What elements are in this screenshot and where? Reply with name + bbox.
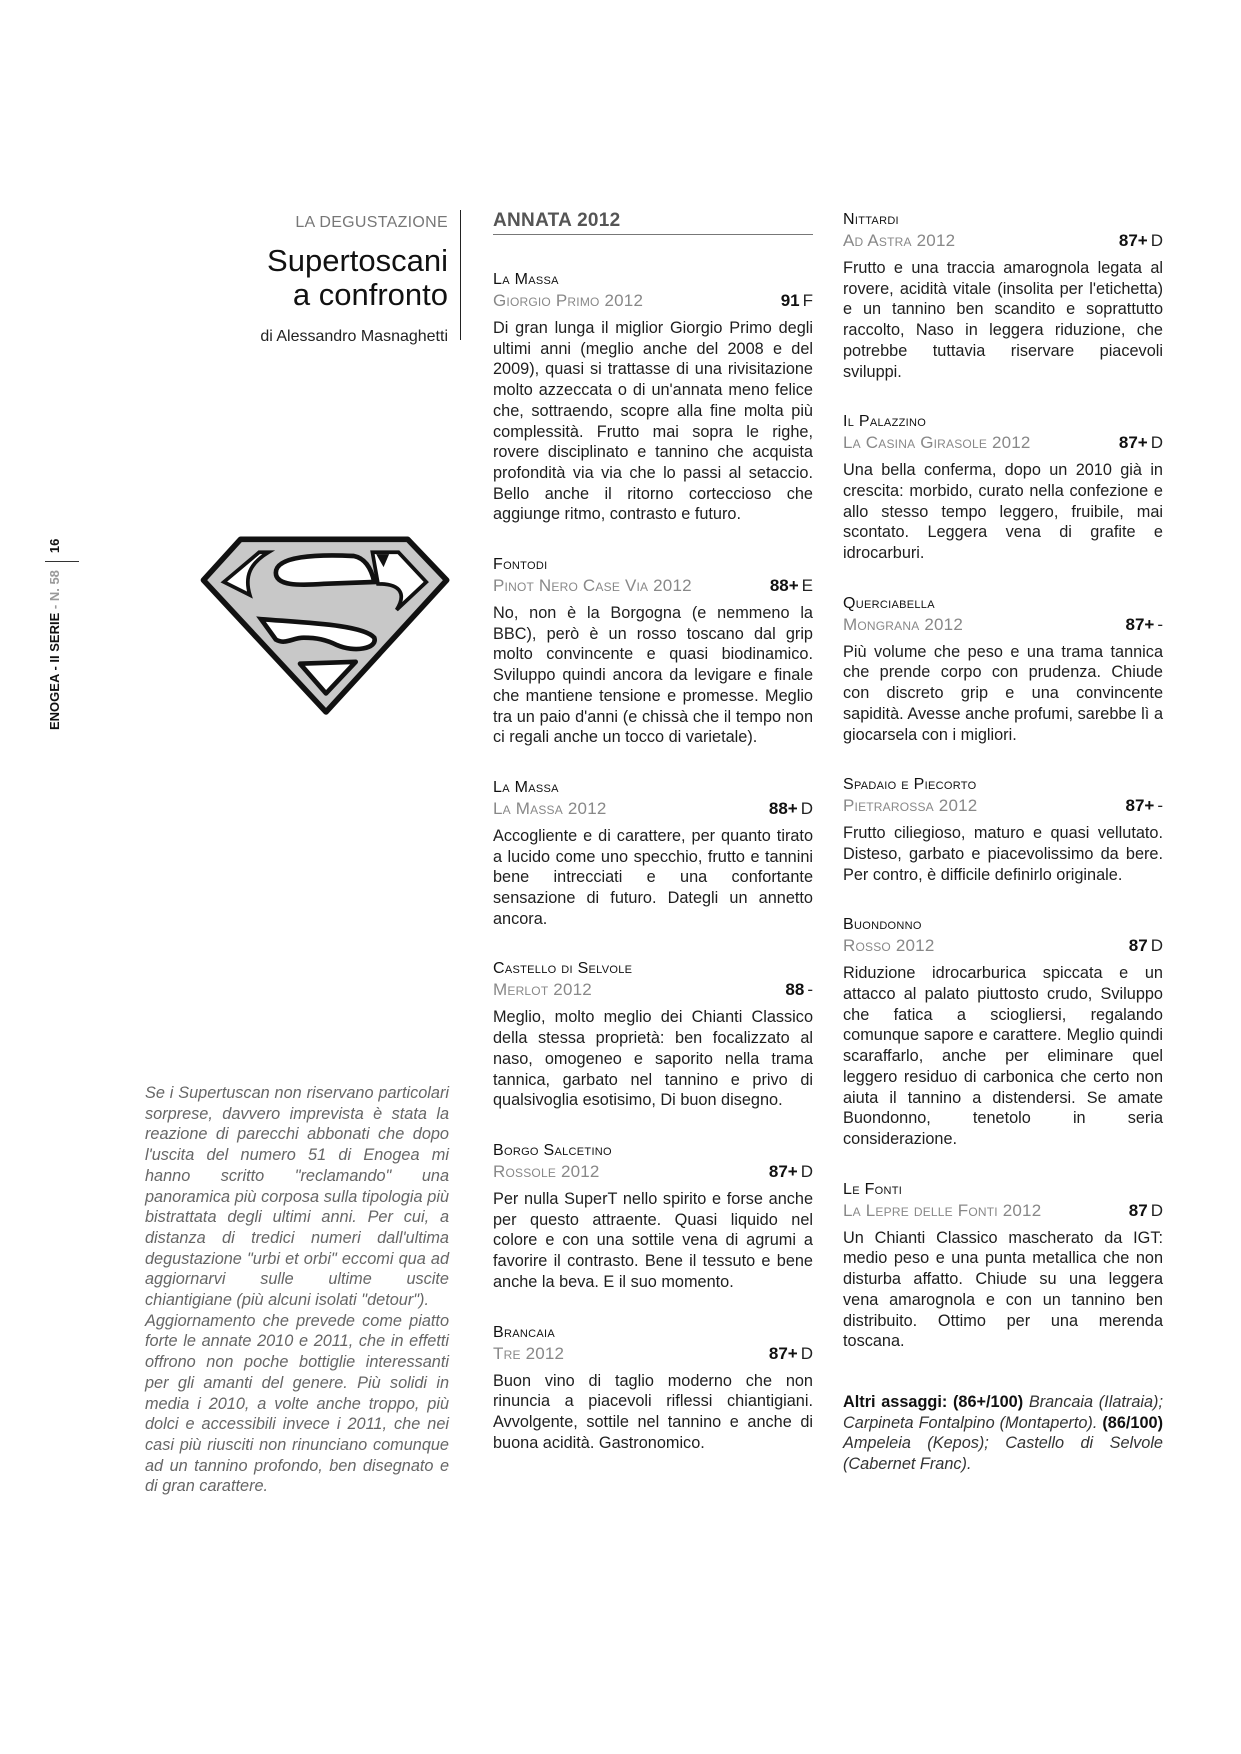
price-grade: D — [1150, 433, 1163, 453]
wine-entry — [843, 210, 1163, 382]
issue-number: - N. 58 — [46, 570, 62, 610]
wine-entry — [843, 594, 1163, 746]
price-grade: D — [1150, 1200, 1163, 1220]
producer-name: La Massa — [493, 778, 559, 796]
wine-entry — [493, 778, 813, 930]
tasting-note: Riduzione idrocarburica spiccata e un attacco al palato piuttosto crudo, Sviluppo che fatica a sciogliersi, regalando comunque sapore e carattere. Meglio quindi scaraffarlo, anche per eliminare quel leggero residuo di carbonica che certo non aiuta il tannino a distendersi. Se amate Buondonno, tenetolo in seria considerazione. — [843, 964, 1163, 1148]
wine-row — [493, 290, 813, 312]
score-value: 87+ — [1118, 433, 1148, 453]
wine-rating — [1125, 795, 1163, 817]
wine-name: Mongrana 2012 — [843, 614, 963, 634]
wine-entry — [843, 915, 1163, 1149]
others-score: (86/100) — [1102, 1413, 1163, 1432]
producer-name: La Massa — [493, 271, 559, 288]
price-grade: D — [800, 1161, 813, 1181]
wine-rating — [1129, 1200, 1163, 1222]
others-label: Altri assaggi: — [843, 1392, 948, 1411]
byline: di Alessandro Masnaghetti — [260, 328, 448, 345]
wine-row — [843, 614, 1163, 636]
wine-entry — [843, 775, 1163, 885]
wine-row — [843, 795, 1163, 817]
score-value: 87+ — [768, 1161, 798, 1181]
score-value: 87+ — [1125, 614, 1155, 634]
price-grade: D — [1150, 936, 1163, 956]
wine-entry — [493, 555, 813, 748]
wine-row — [493, 1343, 813, 1365]
tasting-column-1 — [493, 210, 813, 1483]
wine-row — [493, 798, 813, 820]
producer-name: Le Fonti — [843, 1180, 903, 1198]
wine-name: Merlot 2012 — [493, 980, 592, 1000]
wine-row — [843, 1200, 1163, 1222]
score-value: 87 — [1128, 1200, 1148, 1220]
price-grade: F — [802, 291, 813, 310]
tasting-note: Più volume che peso e una trama tannica che prende corpo con prudenza. Chiude con discreto grip e una convincente sapidità. Avesse anche profumi, sarebbe lì a giocarsela con i migliori. — [843, 642, 1163, 744]
section-kicker: LA DEGUSTAZIONE — [295, 214, 448, 231]
producer-name: Fontodi — [493, 556, 548, 574]
wine-entry — [493, 959, 813, 1111]
producer-name: Nittardi — [843, 211, 899, 228]
wine-name: Giorgio Primo 2012 — [493, 291, 644, 310]
tasting-note: Frutto e una traccia amarognola legata al rovere, acidità vitale (insolita per l'etichetta) e un tannino ben scandito e soprattutto raccolto, Naso in leggera riduzione, che potrebbe tuttavia riservare piacevoli sviluppi. — [843, 259, 1163, 381]
wine-rating — [1129, 935, 1163, 957]
article-header — [180, 210, 448, 346]
wine-name: Rossole 2012 — [493, 1161, 600, 1181]
wine-entry — [493, 1323, 813, 1454]
wine-rating — [1125, 614, 1163, 636]
intro-paragraph: Se i Supertuscan non riservano particolari sorprese, davvero imprevista è stata la reazione di parecchi abbonati che dopo l'uscita del numero 51 di Enogea mi hanno scritto "reclamando" una panoramica più corposa sulla tipologia più bistrattata degli ultimi anni. Per cui, a distanza di tredici numeri dall'ultima degustazione "urbi et orbi" eccomi qua ad aggiornarvi sulle ultime uscite chiantigiane (più alcuni isolati "detour"). — [145, 1084, 449, 1310]
producer-name: Brancaia — [493, 1323, 555, 1341]
wine-row — [493, 979, 813, 1001]
tasting-note: Meglio, molto meglio dei Chianti Classico della stessa proprietà: ben focalizzato al naso, omogeneo e saporito nella trama tannica, garbato nel tannino e privo di qualsivoglia esotisimo, Di buon disegno. — [493, 1008, 813, 1110]
price-grade: - — [1157, 614, 1163, 634]
tasting-note: Accogliente e di carattere, per quanto tirato a lucido come uno specchio, frutto e tannini bene intrecciati e una confortante sensazione di futuro. Dategli un annetto ancora. — [493, 826, 813, 928]
tasting-note: Frutto ciliegioso, maturo e quasi vellutato. Disteso, garbato e piacevolissimo da bere. Per contro, è difficile definirlo originale. — [843, 824, 1163, 884]
title-line-1: Supertoscani — [267, 243, 448, 278]
wine-rating — [1119, 432, 1163, 454]
wine-name: Tre 2012 — [493, 1343, 565, 1363]
others-score: (86+/100) — [952, 1392, 1024, 1411]
producer-name: Il Palazzino — [843, 413, 927, 431]
wine-name: La Massa 2012 — [493, 798, 607, 818]
wine-name: Ad Astra 2012 — [843, 231, 956, 250]
tasting-note: Di gran lunga il miglior Giorgio Primo degli ultimi anni (meglio anche del 2008 e del 2009), quasi si trattasse di una rivisitazione molto azzeccata o di un'annata meno felice che, sottraendo, scopre alla fine molta più complessità. Frutto mai sopra le righe, rovere disciplinato e tannino che acquista profondità via via che lo passi al setaccio. Bello anche il ritorno corteccioso che aggiunge ritmo, contrasto e futuro. — [493, 319, 813, 524]
price-grade: - — [807, 980, 813, 1000]
tasting-note: Per nulla SuperT nello spirito e forse anche per questo attraente. Quasi liquido nel colore e con una sottile vena di agrumi a favorire il contrasto. Bene il tessuto e bene anche la beva. E il suo momento. — [493, 1189, 813, 1291]
price-grade: D — [1150, 231, 1163, 250]
wine-name: Rosso 2012 — [843, 936, 935, 956]
others-wines: Ampeleia (Kepos); Castello di Selvole (Cabernet Franc). — [843, 1434, 1163, 1474]
others-wines: Brancaia (Ilatraia); Carpineta Fontalpino (Montaperto). — [843, 1392, 1163, 1432]
score-value: 87 — [1128, 936, 1148, 956]
article-title — [180, 244, 448, 312]
wine-entry — [493, 1141, 813, 1293]
producer-name: Buondonno — [843, 916, 922, 934]
producer-name: Querciabella — [843, 594, 935, 612]
tasting-note: No, non è la Borgogna (e nemmeno la BBC), però è un rosso toscano dal grip molto convincente e quasi biodinamico. Sviluppo quindi ancora da levigare e finale che mantiene tensione e promesse. Meglio tra un paio d'anni (e chissà che il tempo non ci regali anche un tocco di varietale). — [493, 604, 813, 747]
section-heading: ANNATA 2012 — [493, 210, 813, 235]
wine-rating — [781, 290, 813, 312]
producer-name: Spadaio e Piecorto — [843, 776, 977, 794]
wine-entry — [843, 1180, 1163, 1352]
wine-row — [493, 575, 813, 597]
producer-name: Borgo Salcetino — [493, 1141, 612, 1159]
score-value: 87+ — [1125, 796, 1155, 816]
price-grade: D — [800, 798, 813, 818]
superman-shield-icon — [196, 518, 456, 724]
score-value: 91 — [780, 291, 800, 310]
producer-name: Castello di Selvole — [493, 960, 633, 978]
folio-divider — [45, 561, 79, 562]
wine-name: Pietrarossa 2012 — [843, 796, 978, 816]
price-grade: D — [800, 1343, 813, 1363]
tasting-note: Un Chianti Classico mascherato da IGT: medio peso e una punta metallica che non disturba affatto. Chiude su una leggera vena amarognola e con un tannino ben distribuito. Ottimo per una merenda toscana. — [843, 1228, 1163, 1351]
other-tastings — [843, 1392, 1163, 1475]
page-folio — [45, 500, 63, 730]
price-grade: - — [1157, 796, 1163, 816]
score-value: 88+ — [769, 576, 799, 596]
tasting-note: Buon vino di taglio moderno che non rinuncia a piacevoli riflessi chiantigiani. Avvolgente, sottile nel tannino e anche di buona acidità. Gastronomico. — [493, 1371, 813, 1452]
page-number: 16 — [46, 538, 62, 554]
wine-rating — [769, 798, 813, 820]
wine-row — [843, 432, 1163, 454]
tasting-note: Una bella conferma, dopo un 2010 già in crescita: morbido, curato nella confezione e allo stesso tempo leggero, fruibile, mai scontato. Leggera vena di grafite e idrocarburi. — [843, 461, 1163, 563]
wine-name: La Casina Girasole 2012 — [843, 433, 1031, 453]
tasting-column-2 — [843, 210, 1163, 1475]
score-value: 88 — [785, 980, 805, 1000]
wine-row — [843, 935, 1163, 957]
wine-rating — [769, 1343, 813, 1365]
score-value: 87+ — [1118, 231, 1148, 250]
header-divider — [460, 210, 461, 340]
wine-name: Pinot Nero Case Via 2012 — [493, 576, 692, 596]
wine-entry — [493, 270, 813, 525]
score-value: 87+ — [768, 1343, 798, 1363]
wine-row — [843, 230, 1163, 252]
score-value: 88+ — [768, 798, 798, 818]
intro-paragraph: Aggiornamento che prevede come piatto forte le annate 2010 e 2011, che in effetti offrono non poche bottiglie interessanti per gli amanti del genere. Più solidi in media i 2010, a volte anche troppo, più dolci e accessibili invece i 2011, che nei casi più riusciti non rinunciano comunque ad un tannino profondo, ben disegnato e di gran carattere. — [145, 1311, 449, 1496]
title-line-2: a confronto — [292, 277, 448, 312]
price-grade: E — [801, 576, 813, 596]
magazine-name: ENOGEA - II SERIE — [46, 612, 62, 730]
wine-entry — [843, 412, 1163, 564]
wine-rating — [785, 979, 813, 1001]
wine-name: La Lepre delle Fonti 2012 — [843, 1200, 1042, 1220]
wine-rating — [769, 1161, 813, 1183]
wine-row — [493, 1161, 813, 1183]
intro-text — [145, 1083, 449, 1497]
wine-rating — [770, 575, 813, 597]
wine-rating — [1119, 230, 1163, 252]
